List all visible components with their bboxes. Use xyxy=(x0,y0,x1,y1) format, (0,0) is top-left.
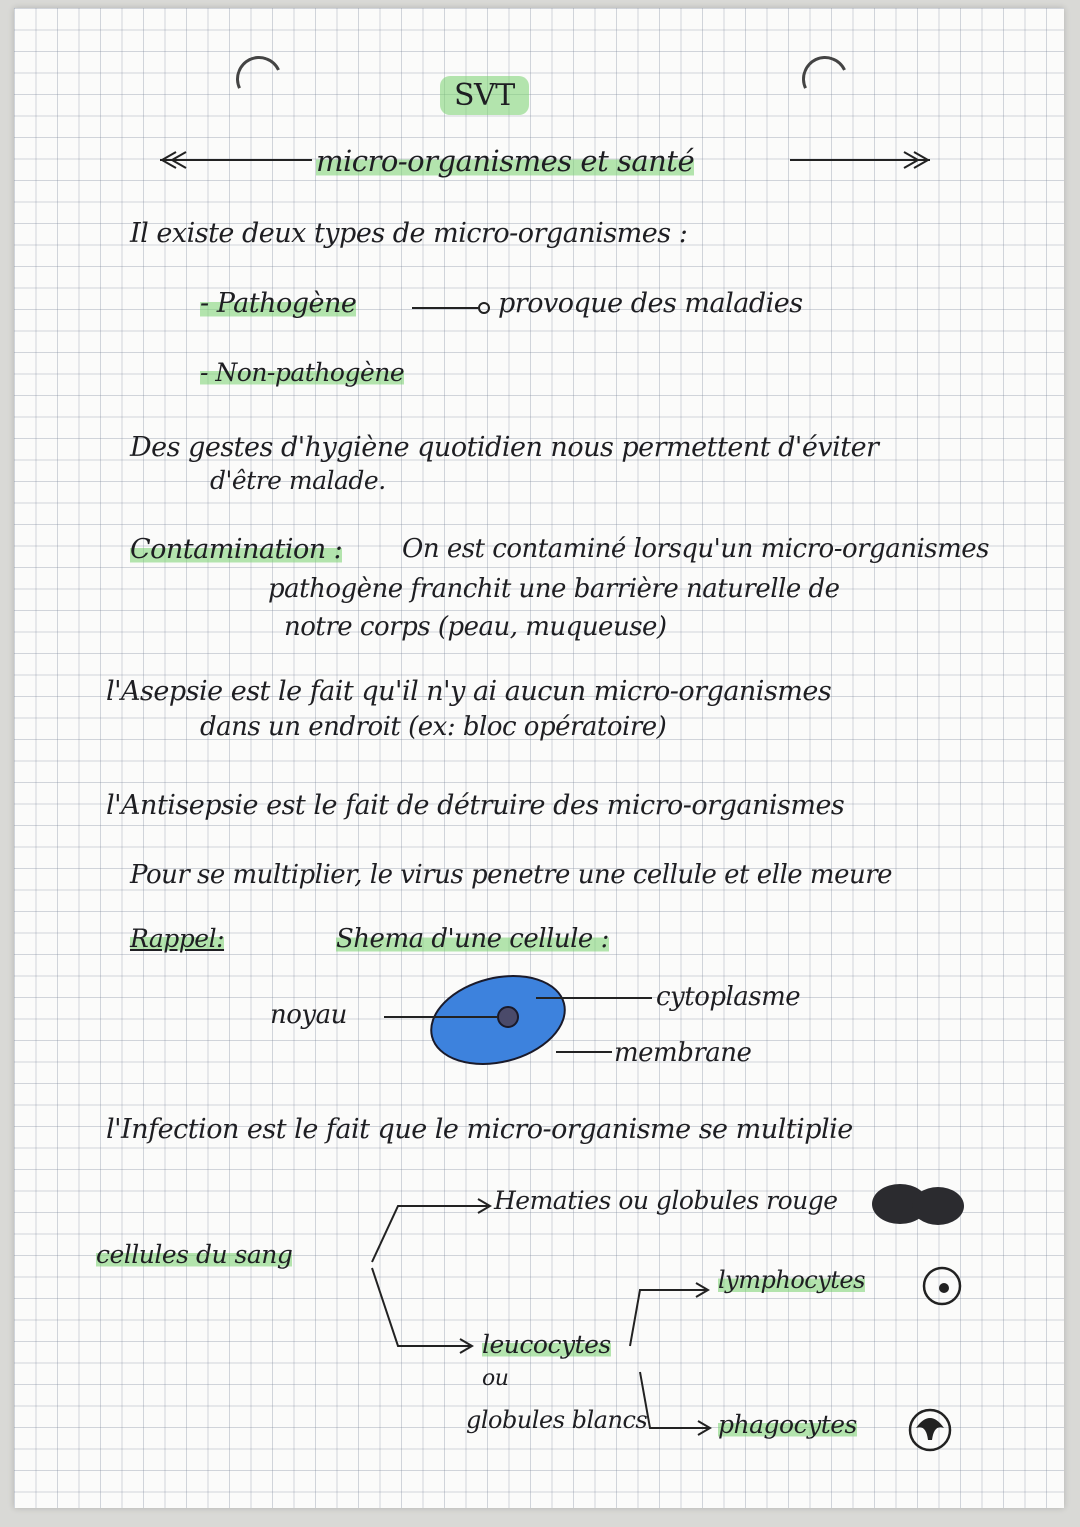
antisepsie-line: l'Antisepsie est le fait de détruire des micro-organismes xyxy=(106,790,845,821)
contamination-term: Contamination : xyxy=(130,534,343,565)
type-pathogene: - Pathogène xyxy=(200,288,357,319)
label-noyau: noyau xyxy=(270,1000,347,1030)
contamination-line-1: On est contaminé lorsqu'un micro-organismes xyxy=(402,534,989,564)
intro-line: Il existe deux types de micro-organismes : xyxy=(130,218,688,249)
blood-branch-red: Hematies ou globules rouge xyxy=(494,1186,838,1215)
virus-line: Pour se multiplier, le virus penetre une cellule et elle meure xyxy=(130,860,893,890)
rappel-label: Rappel: xyxy=(130,924,225,953)
subject-title: SVT xyxy=(440,76,529,115)
hygiene-line-2: d'être malade. xyxy=(210,466,386,495)
contamination-line-2: pathogène franchit une barrière naturelle de xyxy=(268,574,840,604)
hygiene-line-1: Des gestes d'hygiène quotidien nous permettent d'éviter xyxy=(130,432,879,463)
blood-root: cellules du sang xyxy=(96,1240,293,1269)
blood-leaf-phagocytes: phagocytes xyxy=(718,1410,857,1439)
blood-leaf-lymphocytes: lymphocytes xyxy=(718,1266,865,1294)
type-pathogene-desc: provoque des maladies xyxy=(498,288,803,319)
asepsie-line-2: dans un endroit (ex: bloc opératoire) xyxy=(200,712,667,742)
blood-branch-white-alt: globules blancs xyxy=(466,1406,648,1434)
page-title: micro-organismes et santé xyxy=(316,144,695,178)
schema-title: Shema d'une cellule : xyxy=(336,924,609,954)
asepsie-line-1: l'Asepsie est le fait qu'il n'y ai aucun micro-organismes xyxy=(106,676,832,707)
blood-branch-white-or: ou xyxy=(482,1366,509,1391)
infection-line: l'Infection est le fait que le micro-organisme se multiplie xyxy=(106,1114,853,1145)
label-cytoplasme: cytoplasme xyxy=(656,982,801,1012)
label-membrane: membrane xyxy=(614,1038,752,1068)
blood-branch-white: leucocytes xyxy=(482,1330,611,1359)
type-non-pathogene: - Non-pathogène xyxy=(200,358,405,387)
contamination-line-3: notre corps (peau, muqueuse) xyxy=(284,612,667,642)
